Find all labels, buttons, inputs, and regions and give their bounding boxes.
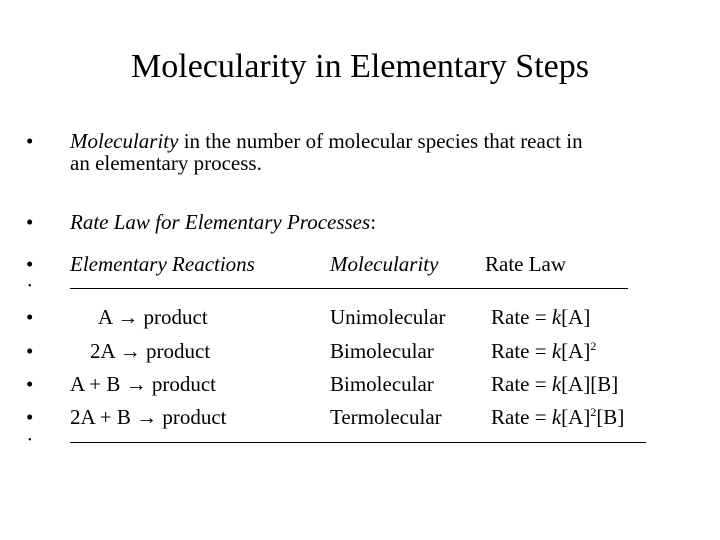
molecularity: Bimolecular — [330, 372, 434, 396]
concentration: [A] — [561, 339, 591, 363]
product: product — [146, 339, 211, 363]
reaction — [70, 372, 216, 397]
divider-top — [70, 288, 628, 289]
bullet: • — [26, 372, 34, 396]
exponent: 2 — [590, 405, 597, 419]
reactants: A + B — [70, 372, 121, 396]
rate-law — [491, 305, 590, 330]
concentration: [A][B] — [561, 372, 619, 396]
bullet: • — [26, 129, 34, 153]
slide-title: Molecularity in Elementary Steps — [131, 48, 589, 85]
definition-text: in the number of molecular species that react in — [178, 129, 583, 153]
reaction — [70, 405, 227, 430]
header-molecularity: Molecularity — [330, 252, 439, 276]
arrow-icon: → — [125, 372, 147, 396]
product: product — [143, 305, 208, 329]
bullet: • — [26, 339, 34, 363]
rate-law-heading: Rate Law for Elementary Processes — [70, 210, 371, 234]
rate-constant: k — [551, 372, 562, 396]
arrow-icon: → — [117, 305, 139, 329]
rate-law — [491, 339, 596, 364]
rate-prefix: Rate = — [491, 305, 552, 329]
rate-constant: k — [551, 339, 562, 363]
arrow-icon: → — [136, 405, 158, 429]
rate-prefix: Rate = — [491, 372, 552, 396]
molecularity: Unimolecular — [330, 305, 446, 329]
rate-constant: k — [551, 405, 562, 429]
bullet: • — [26, 405, 34, 429]
reaction — [90, 339, 210, 364]
bullet: • — [28, 435, 32, 446]
bullet: • — [26, 210, 34, 234]
rate-law — [491, 405, 624, 430]
header-reactions: Elementary Reactions — [70, 252, 255, 276]
rate-law — [491, 372, 618, 397]
reactants: 2A + B — [70, 405, 131, 429]
colon: : — [370, 210, 377, 234]
exponent: 2 — [590, 339, 597, 353]
bullet: • — [26, 305, 34, 329]
concentration-b: [B] — [596, 405, 625, 429]
product: product — [151, 372, 217, 396]
term: Molecularity — [70, 129, 179, 153]
concentration: [A] — [561, 305, 591, 329]
molecularity: Bimolecular — [330, 339, 434, 363]
reactants: A — [98, 305, 113, 329]
rate-prefix: Rate = — [491, 339, 552, 363]
bullet: • — [26, 252, 34, 276]
bullet: • — [28, 281, 32, 292]
header-rate-law: Rate Law — [485, 252, 567, 276]
arrow-icon: → — [119, 339, 141, 363]
divider-bottom — [70, 442, 646, 443]
product: product — [162, 405, 227, 429]
rate-constant: k — [551, 305, 562, 329]
concentration: [A] — [561, 405, 591, 429]
molecularity: Termolecular — [330, 405, 442, 429]
reactants: 2A — [90, 339, 115, 363]
definition-line2: an elementary process. — [70, 151, 262, 175]
reaction — [98, 305, 208, 330]
bullet-rate-law — [70, 210, 376, 235]
rate-prefix: Rate = — [491, 405, 552, 429]
